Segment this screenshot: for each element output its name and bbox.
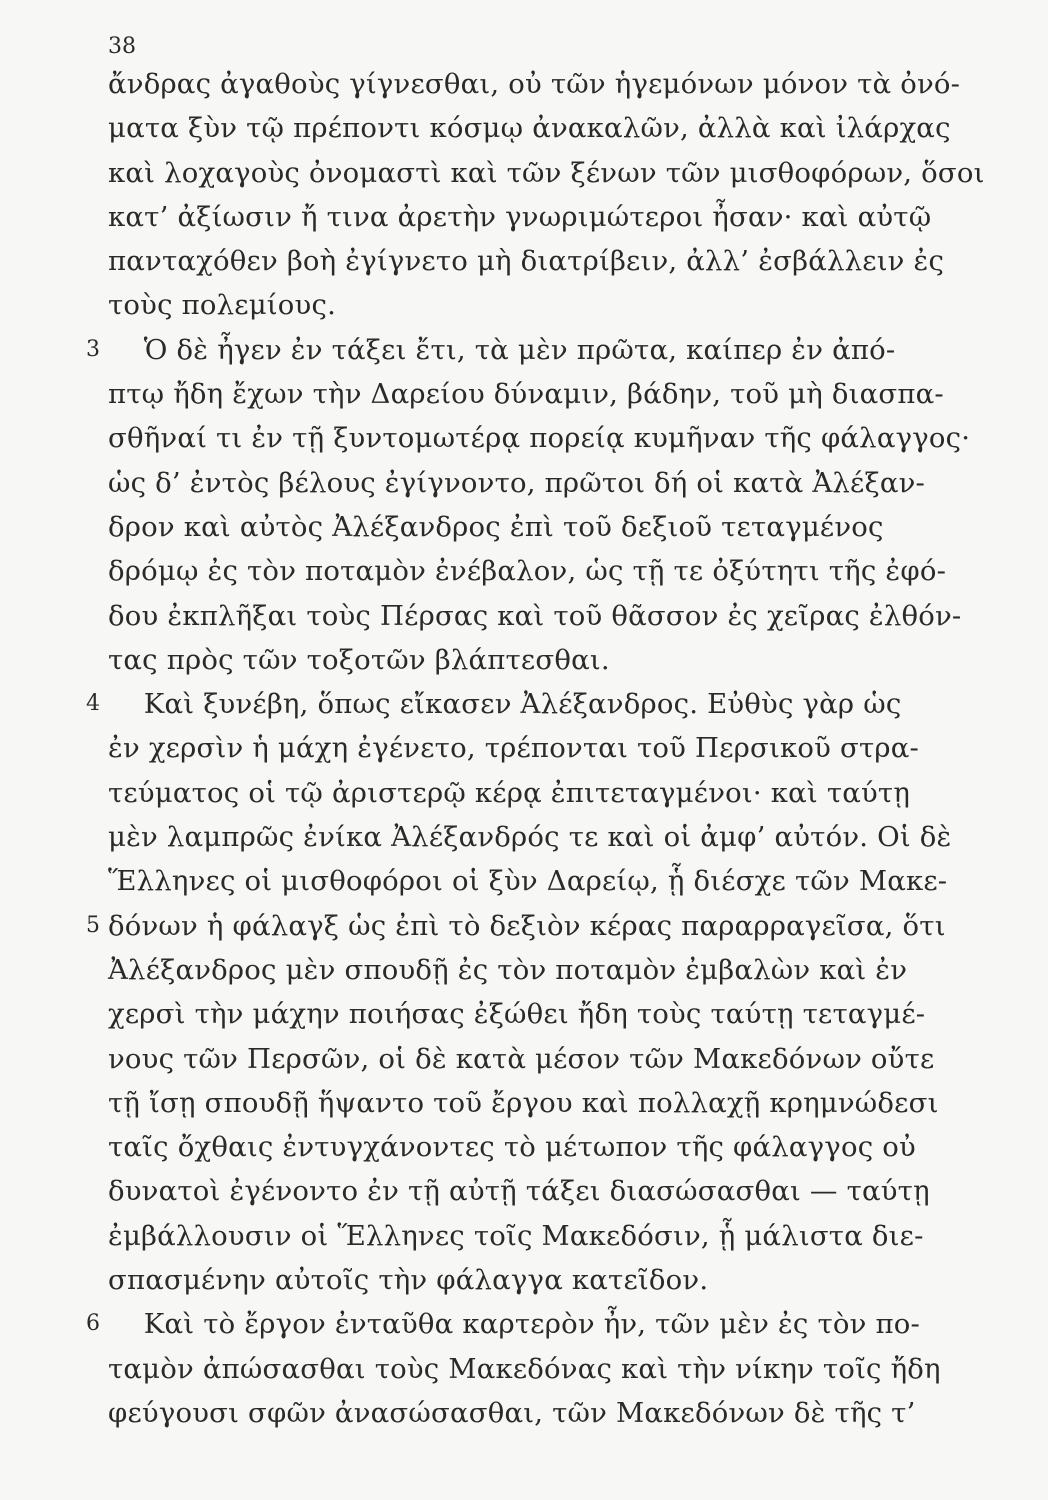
text-line [108, 771, 998, 815]
line-text: ὡς δ’ ἐντὸς βέλους ἐγίγνοντο, πρῶτοι δή οἱ κατὰ Ἀλέξαν- [108, 466, 925, 499]
text-line [86, 904, 998, 948]
page-number: 38 [108, 34, 136, 59]
line-text: Ἕλληνες οἱ μισθοφόροι οἱ ξὺν Δαρείῳ, ᾗ διέσχε τῶν Μακε- [108, 865, 948, 898]
text-line [108, 1258, 998, 1302]
line-text: δρόμῳ ἐς τὸν ποταμὸν ἐνέβαλον, ὡς τῇ τε ὀξύτητι τῆς ἐφό- [108, 555, 947, 588]
section-number: 5 [86, 912, 101, 938]
line-text: ματα ξὺν τῷ πρέποντι κόσμῳ ἀνακαλῶν, ἀλλὰ καὶ ἰλάρχας [108, 112, 951, 145]
text-line [108, 195, 998, 239]
line-text: Καὶ ξυνέβη, ὅπως εἴκασεν Ἀλέξανδρος. Εὐθὺς γὰρ ὡς [108, 688, 902, 721]
text-line [108, 594, 998, 638]
text-line [108, 992, 998, 1036]
text-line [108, 948, 998, 992]
section-number: 3 [86, 336, 101, 362]
text-line [108, 1347, 998, 1391]
line-text: σπασμένην αὐτοῖς τὴν φάλαγγα κατεῖδον. [108, 1264, 709, 1297]
text-line [108, 505, 998, 549]
text-line [108, 726, 998, 770]
line-text: τοὺς πολεμίους. [108, 289, 337, 322]
line-text: μὲν λαμπρῶς ἐνίκα Ἀλέξανδρός τε καὶ οἱ ἀμφ’ αὐτόν. Οἱ δὲ [108, 821, 952, 854]
text-line [108, 1125, 998, 1169]
line-text: Ὁ δὲ ἦγεν ἐν τάξει ἔτι, τὰ μὲν πρῶτα, καίπερ ἐν ἀπό- [108, 333, 896, 366]
line-text: δου ἐκπλῆξαι τοὺς Πέρσας καὶ τοῦ θᾶσσον ἐς χεῖρας ἐλθόν- [108, 599, 962, 632]
text-line [108, 1214, 998, 1258]
text-line [108, 1037, 998, 1081]
text-line [108, 1169, 998, 1213]
text-line [108, 1081, 998, 1125]
line-text: τας πρὸς τῶν τοξοτῶν βλάπτεσθαι. [108, 643, 610, 676]
line-text: Ἀλέξανδρος μὲν σπουδῇ ἐς τὸν ποταμὸν ἐμβαλὼν καὶ ἐν [108, 953, 908, 986]
line-text: δόνων ἡ φάλαγξ ὡς ἐπὶ τὸ δεξιὸν κέρας παραρραγεῖσα, ὅτι [108, 909, 946, 942]
text-line [108, 62, 998, 106]
text-line [108, 372, 998, 416]
text-line [86, 328, 998, 372]
text-line [108, 106, 998, 150]
line-text: πανταχόθεν βοὴ ἐγίγνετο μὴ διατρίβειν, ἀλλ’ ἐσβάλλειν ἐς [108, 245, 945, 278]
text-line [108, 461, 998, 505]
text-line [108, 239, 998, 283]
text-line [108, 815, 998, 859]
line-text: δυνατοὶ ἐγένοντο ἐν τῇ αὐτῇ τάξει διασώσασθαι — ταύτῃ [108, 1175, 930, 1208]
text-line [108, 151, 998, 195]
text-line [108, 859, 998, 903]
text-line [108, 549, 998, 593]
section-number: 6 [86, 1311, 101, 1337]
section-number: 4 [86, 691, 101, 717]
line-text: φεύγουσι σφῶν ἀνασώσασθαι, τῶν Μακεδόνων δὲ τῆς τ’ [108, 1396, 916, 1429]
line-text: χερσὶ τὴν μάχην ποιήσας ἐξώθει ἤδη τοὺς ταύτῃ τεταγμέ- [108, 998, 926, 1031]
line-text: ταῖς ὄχθαις ἐντυγχάνοντες τὸ μέτωπον τῆς φάλαγγος οὐ [108, 1131, 916, 1164]
body-text [86, 62, 998, 1435]
text-line [108, 1391, 998, 1435]
line-text: σθῆναί τι ἐν τῇ ξυντομωτέρᾳ πορείᾳ κυμῆναν τῆς φάλαγγος· [108, 422, 971, 455]
line-text: ἐμβάλλουσιν οἱ Ἕλληνες τοῖς Μακεδόσιν, ᾗ μάλιστα διε- [108, 1219, 924, 1252]
line-text: καὶ λοχαγοὺς ὀνομαστὶ καὶ τῶν ξένων τῶν μισθοφόρων, ὅσοι [108, 156, 985, 189]
line-text: ἐν χερσὶν ἡ μάχη ἐγένετο, τρέπονται τοῦ Περσικοῦ στρα- [108, 732, 919, 765]
text-line [108, 416, 998, 460]
text-line [108, 638, 998, 682]
line-text: τῇ ἴσῃ σπουδῇ ἥψαντο τοῦ ἔργου καὶ πολλαχῇ κρημνώδεσι [108, 1086, 939, 1119]
line-text: νους τῶν Περσῶν, οἱ δὲ κατὰ μέσον τῶν Μακεδόνων οὔτε [108, 1042, 935, 1075]
line-text: Καὶ τὸ ἔργον ἐνταῦθα καρτερὸν ἦν, τῶν μὲν ἐς τὸν πο- [108, 1308, 921, 1341]
line-text: δρον καὶ αὐτὸς Ἀλέξανδρος ἐπὶ τοῦ δεξιοῦ τεταγμένος [108, 510, 884, 543]
text-line [86, 682, 998, 726]
text-line [108, 283, 998, 327]
line-text: ταμὸν ἀπώσασθαι τοὺς Μακεδόνας καὶ τὴν νίκην τοῖς ἤδη [108, 1352, 941, 1385]
line-text: πτῳ ἤδη ἔχων τὴν Δαρείου δύναμιν, βάδην, τοῦ μὴ διασπα- [108, 378, 944, 411]
line-text: κατ’ ἀξίωσιν ἤ τινα ἀρετὴν γνωριμώτεροι ἦσαν· καὶ αὐτῷ [108, 200, 932, 233]
text-line [86, 1302, 998, 1346]
line-text: ἄνδρας ἀγαθοὺς γίγνεσθαι, οὐ τῶν ἡγεμόνων μόνον τὰ ὀνό- [108, 68, 961, 100]
line-text: τεύματος οἱ τῷ ἀριστερῷ κέρᾳ ἐπιτεταγμένοι· καὶ ταύτῃ [108, 776, 911, 809]
